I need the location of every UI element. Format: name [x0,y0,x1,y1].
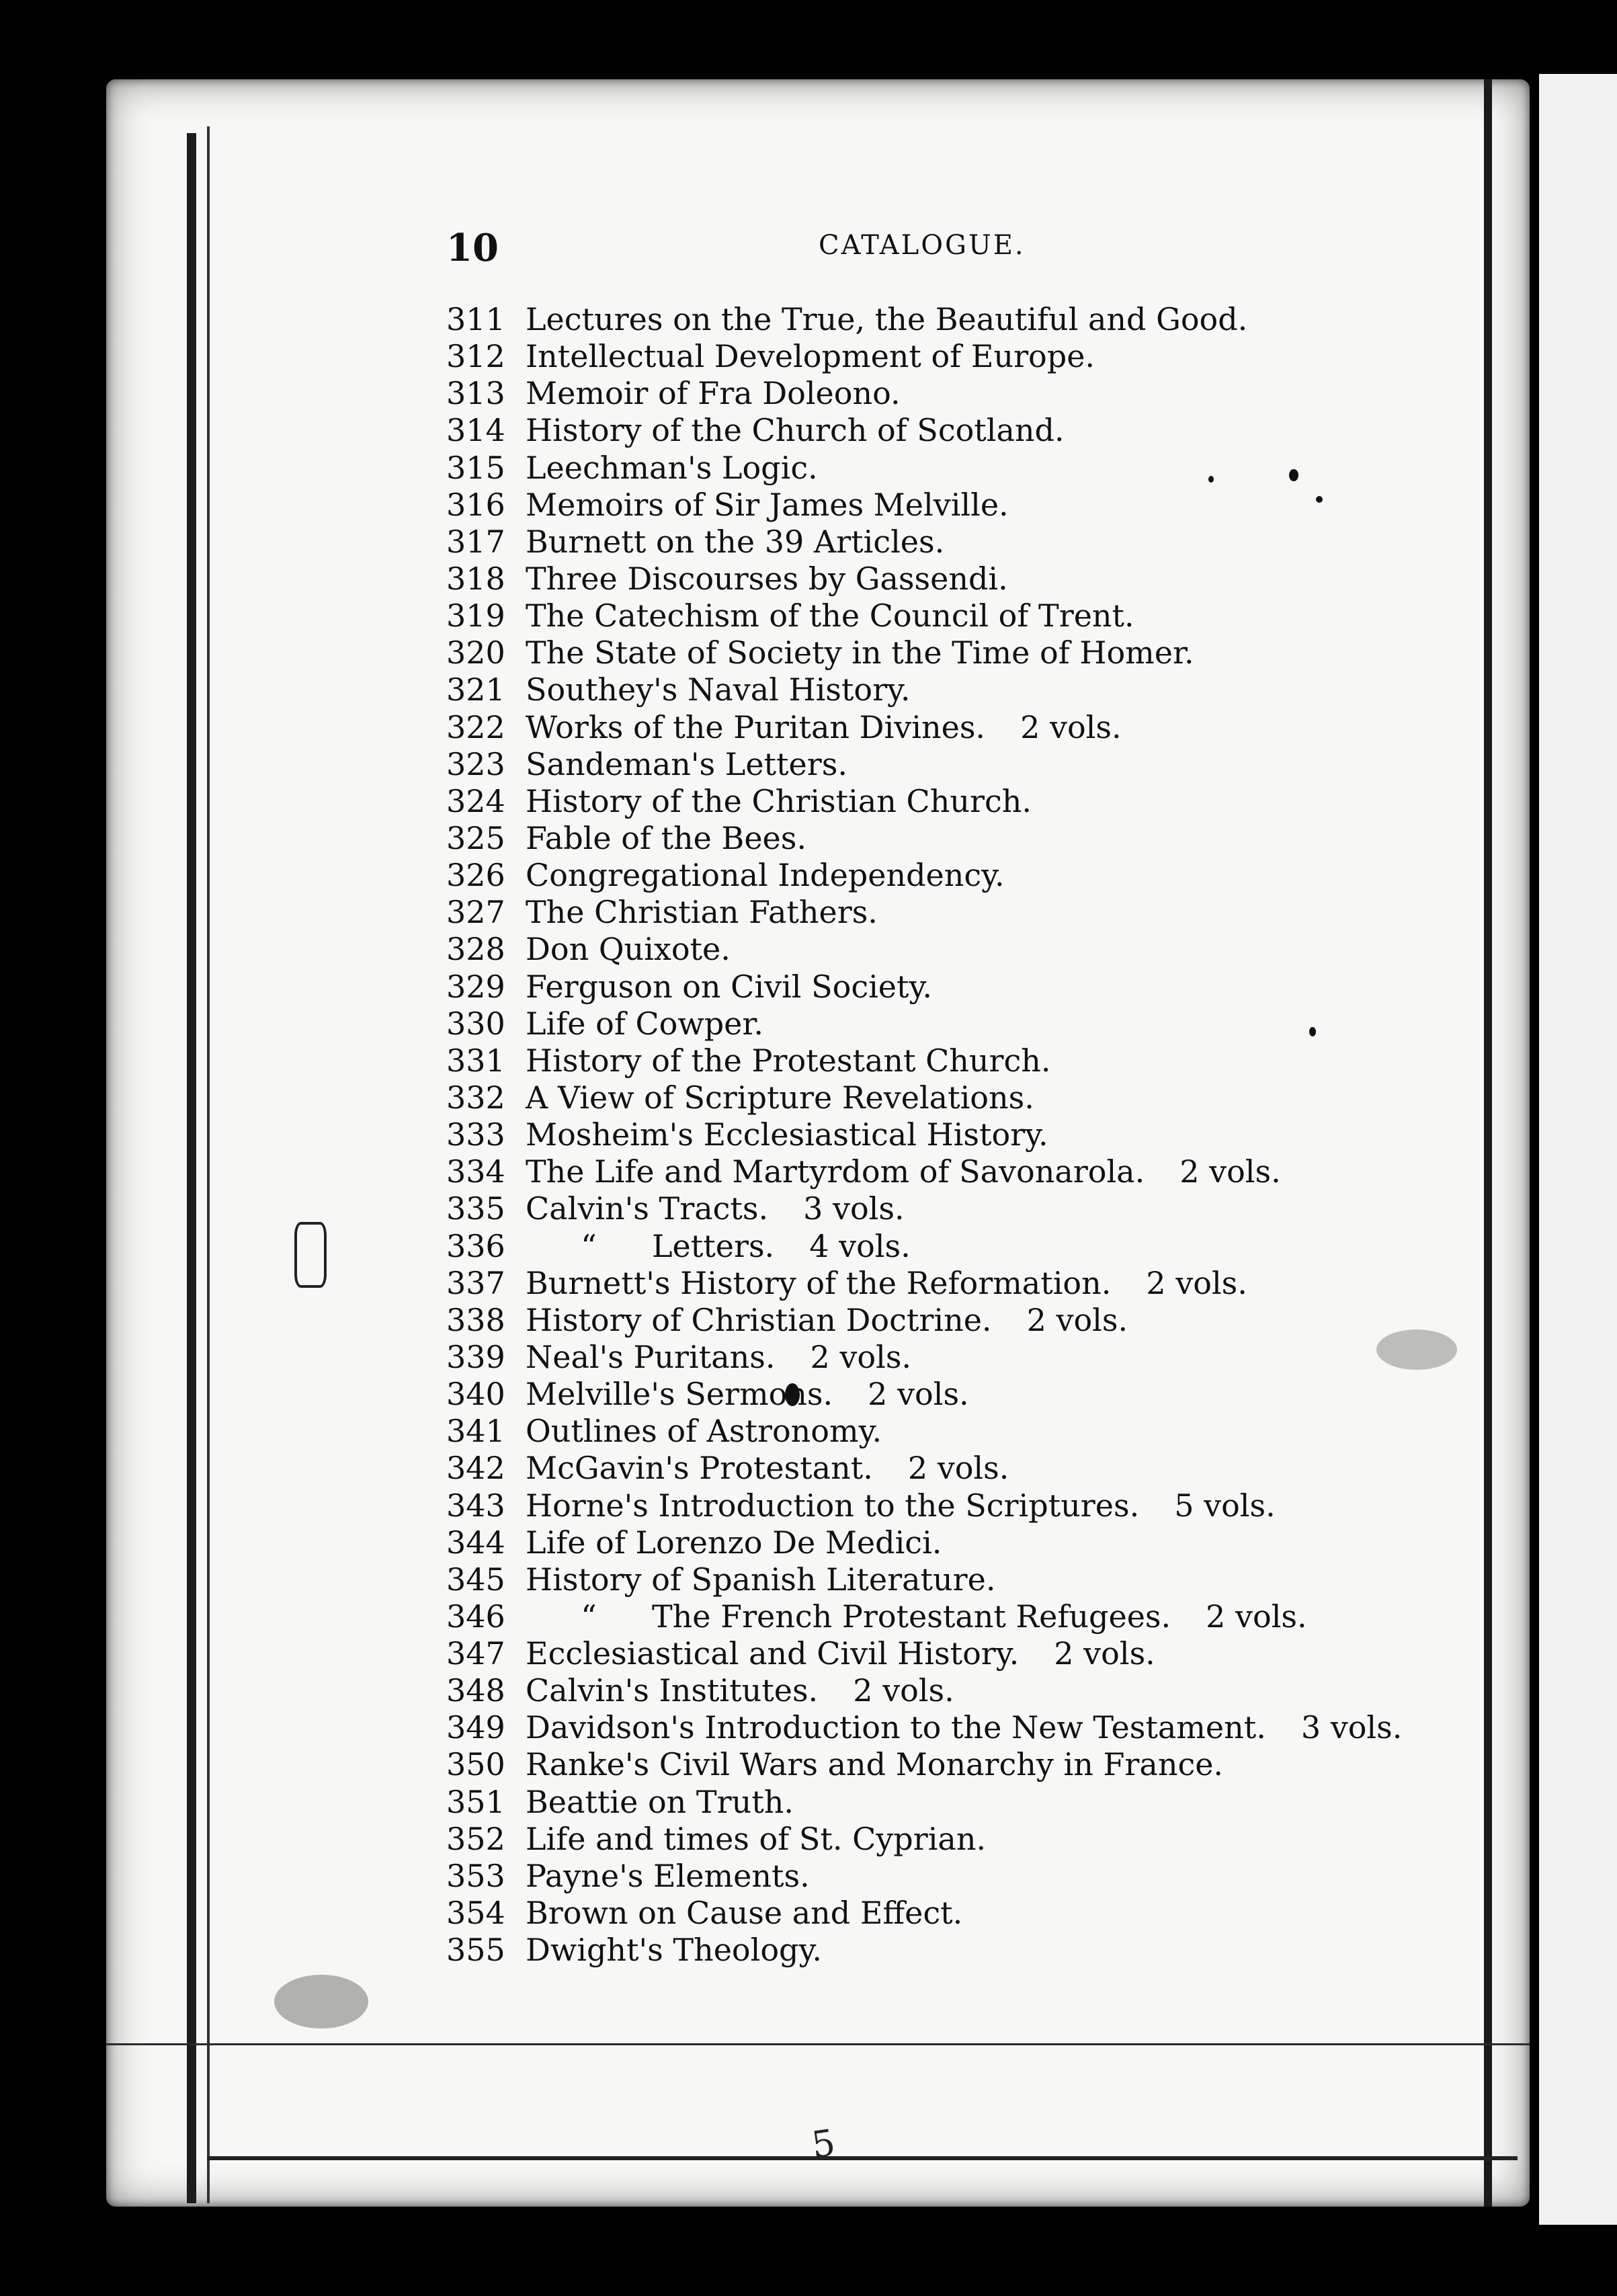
entry-number: 352 [446,1820,505,1857]
entry-title: Works of the Puritan Divines. [526,708,986,745]
catalogue-entry [446,1524,1530,1561]
entry-number: 335 [446,1190,505,1227]
entry-number: 323 [446,745,505,782]
catalogue-entry [446,1821,1530,1858]
catalogue-entry [446,1339,1530,1376]
catalogue-entry [446,820,1530,857]
catalogue-entry [446,1635,1530,1672]
entry-number: 342 [446,1450,505,1487]
entry-title: Southey's Naval History. [526,671,911,708]
entry-number: 320 [446,634,505,671]
entry-title: Lectures on the True, the Beautiful and Good. [526,301,1248,337]
entry-number: 311 [446,301,505,337]
entry-volumes: 5 vols. [1174,1487,1276,1524]
running-head: CATALOGUE. [819,230,1026,261]
entry-title: Dwight's Theology. [526,1932,822,1969]
entry-volumes: 2 vols. [1026,1301,1128,1338]
entry-volumes: 2 vols. [853,1672,954,1709]
catalogue-entry [446,857,1530,894]
catalogue-entry [446,1895,1530,1932]
entry-title: The Christian Fathers. [526,894,878,931]
entry-title: Davidson's Introduction to the New Testament. [526,1709,1266,1746]
entry-volumes: 2 vols. [1146,1264,1247,1301]
entry-volumes: 2 vols. [907,1450,1009,1487]
catalogue-entry [446,969,1530,1006]
entry-title: The French Protestant Refugees. [652,1598,1171,1635]
entry-volumes: 4 vols. [809,1227,911,1264]
entry-title: Mosheim's Ecclesiastical History. [526,1116,1048,1153]
entry-title: Memoir of Fra Doleono. [526,375,901,412]
entry-number: 325 [446,819,505,856]
entry-title: Burnett on the 39 Articles. [526,523,945,560]
entry-title: Three Discourses by Gassendi. [526,560,1008,597]
catalogue-entry [446,524,1530,561]
entry-title: Horne's Introduction to the Scriptures. [526,1487,1140,1524]
entry-title: Life and times of St. Cyprian. [526,1820,987,1857]
adjacent-page-strip [1539,74,1617,2225]
entry-number: 317 [446,523,505,560]
entry-number: 334 [446,1153,505,1190]
margin-scribble: 5 [809,2121,838,2167]
entry-volumes: 2 vols. [1020,708,1122,745]
entry-title: History of the Church of Scotland. [526,412,1065,449]
page-border-left [187,133,196,2203]
entry-title: Neal's Puritans. [526,1338,776,1375]
ditto-mark: “ [581,1598,597,1635]
entry-title: Congregational Independency. [526,857,1005,894]
catalogue-entry [446,1116,1530,1153]
entry-title: The Life and Martyrdom of Savonarola. [526,1153,1145,1190]
margin-mark [294,1222,327,1288]
entry-title: Ferguson on Civil Society. [526,968,933,1005]
catalogue-entry [446,338,1530,375]
entry-number: 346 [446,1598,505,1635]
catalogue-entry [446,1042,1530,1079]
page-border-inner [207,126,210,2203]
catalogue-entry [446,894,1530,931]
entry-title: Life of Lorenzo De Medici. [526,1524,942,1561]
entry-number: 322 [446,708,505,745]
entry-number: 331 [446,1042,505,1079]
entry-number: 350 [446,1746,505,1783]
entry-volumes: 2 vols. [868,1376,969,1413]
entry-number: 344 [446,1524,505,1561]
catalogue-entry [446,1450,1530,1487]
entry-number: 332 [446,1079,505,1116]
catalogue-entry [446,301,1530,338]
catalogue-entry [446,634,1530,671]
entry-title: Calvin's Tracts. [526,1190,769,1227]
catalogue-entry [446,1153,1530,1190]
entry-number: 340 [446,1376,505,1413]
entry-title: Memoirs of Sir James Melville. [526,486,1009,523]
entry-number: 312 [446,338,505,375]
catalogue-entry [446,1006,1530,1042]
entry-title: Intellectual Development of Europe. [526,338,1095,375]
entry-volumes: 2 vols. [1206,1598,1307,1635]
catalogue-entry [446,1561,1530,1598]
catalogue-entry [446,1265,1530,1302]
catalogue-entry [446,1228,1530,1265]
page-number: 10 [446,226,499,270]
entry-title: Fable of the Bees. [526,819,806,856]
catalogue-entry [446,783,1530,820]
entry-number: 314 [446,412,505,449]
entry-number: 354 [446,1895,505,1932]
entry-number: 347 [446,1635,505,1672]
entry-number: 326 [446,857,505,894]
catalogue-entry [446,1672,1530,1709]
entry-number: 330 [446,1005,505,1042]
entry-number: 355 [446,1932,505,1969]
entry-number: 313 [446,375,505,412]
entry-number: 327 [446,894,505,931]
entry-title: McGavin's Protestant. [526,1450,873,1487]
entry-number: 333 [446,1116,505,1153]
entry-title: Melville's Sermons. [526,1376,833,1413]
page-border-bottom [207,2156,1518,2160]
catalogue-entry [446,746,1530,783]
catalogue-entry [446,1413,1530,1450]
catalogue-entry [446,487,1530,524]
entry-number: 339 [446,1338,505,1375]
entry-number: 321 [446,671,505,708]
entry-title: Brown on Cause and Effect. [526,1895,963,1932]
catalogue-entry [446,709,1530,746]
entry-title: Sandeman's Letters. [526,745,847,782]
catalogue-entry [446,671,1530,708]
entry-number: 324 [446,782,505,819]
catalogue-entry [446,931,1530,968]
entry-number: 328 [446,931,505,968]
entry-title: Calvin's Institutes. [526,1672,819,1709]
ditto-mark: “ [581,1227,597,1264]
entry-volumes: 2 vols. [1179,1153,1281,1190]
entry-number: 353 [446,1857,505,1894]
entry-volumes: 2 vols. [810,1338,912,1375]
catalogue-entry [446,1746,1530,1783]
entry-title: Burnett's History of the Reformation. [526,1264,1112,1301]
entry-number: 329 [446,968,505,1005]
scan-rule-line [106,2043,1530,2045]
entry-title: History of the Christian Church. [526,782,1032,819]
entry-title: Leechman's Logic. [526,449,818,486]
entry-title: Life of Cowper. [526,1005,763,1042]
entry-title: Don Quixote. [526,931,731,968]
entry-number: 343 [446,1487,505,1524]
entry-number: 349 [446,1709,505,1746]
catalogue-entry [446,1376,1530,1413]
entry-number: 345 [446,1561,505,1598]
catalogue-entry [446,1709,1530,1746]
catalogue-entry [446,375,1530,412]
entry-title: The State of Society in the Time of Homer. [526,634,1194,671]
entry-number: 351 [446,1783,505,1820]
catalogue-entry [446,1784,1530,1821]
entry-volumes: 3 vols. [1300,1709,1403,1746]
smudge [274,1975,368,2028]
entry-title: Letters. [652,1227,775,1264]
entry-number: 316 [446,486,505,523]
entry-number: 348 [446,1672,505,1709]
catalogue-entry [446,561,1530,598]
entry-title: The Catechism of the Council of Trent. [526,598,1134,634]
catalogue-entry [446,1932,1530,1969]
entry-title: Beattie on Truth. [526,1783,794,1820]
entry-number: 318 [446,560,505,597]
catalogue-entry [446,412,1530,449]
catalogue-entry [446,450,1530,487]
entry-title: History of Spanish Literature. [526,1561,996,1598]
entry-title: History of Christian Doctrine. [526,1301,992,1338]
catalogue-entry [446,1487,1530,1524]
catalogue-entry [446,1598,1530,1635]
entry-volumes: 2 vols. [1054,1635,1155,1672]
entry-number: 319 [446,598,505,634]
catalogue-entry [446,598,1530,634]
catalogue-list [446,301,1530,1969]
entry-title: Payne's Elements. [526,1857,810,1894]
catalogue-entry [446,1190,1530,1227]
entry-number: 337 [446,1264,505,1301]
catalogue-page [106,79,1530,2207]
entry-title: History of the Protestant Church. [526,1042,1051,1079]
entry-title: Outlines of Astronomy. [526,1413,882,1450]
entry-number: 341 [446,1413,505,1450]
catalogue-entry [446,1858,1530,1895]
entry-title: Ecclesiastical and Civil History. [526,1635,1020,1672]
catalogue-entry [446,1302,1530,1339]
entry-title: Ranke's Civil Wars and Monarchy in France. [526,1746,1224,1783]
entry-title: A View of Scripture Revelations. [526,1079,1034,1116]
entry-number: 336 [446,1227,505,1264]
entry-number: 338 [446,1301,505,1338]
catalogue-entry [446,1079,1530,1116]
entry-number: 315 [446,449,505,486]
entry-volumes: 3 vols. [803,1190,905,1227]
